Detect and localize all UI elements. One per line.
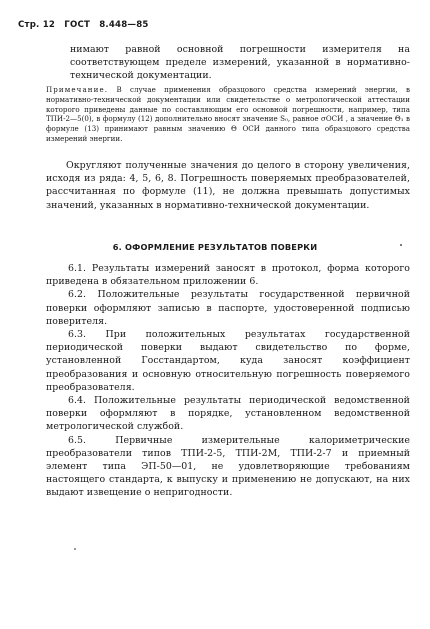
section-item-6-4: 6.4. Положительные результаты периодической ведомственной поверки оформляют в порядке, установленном ведомственной метрологической службой. bbox=[46, 395, 410, 433]
page-number: Стр. 12 bbox=[18, 20, 56, 30]
standard-label: ГОСТ bbox=[64, 20, 91, 30]
standard-number: 8.448—85 bbox=[99, 20, 149, 30]
rounding-paragraph: Округляют полученные значения до целого в сторону увеличения, исходя из ряда: 4, 5, 6, 8. Погрешность поверяемых преобразователей, рассчитанная по формуле (11), не должна превышать допустимых значений, указанных в нормативно-технической документации. bbox=[46, 160, 410, 211]
note-lead: Примечание. bbox=[46, 85, 109, 94]
section-items bbox=[46, 262, 410, 500]
margin-dot bbox=[74, 548, 76, 550]
note-text: В случае применения образцового средства измерений энергии, в нормативно-технической документации или свидетельстве о метрологической аттестации которого приведены данные по составляющим его основной погрешности, например, типа ТПИ-2—5(0), в формулу (12) дополнительно вносят значение S₀, равное σОСИ , а значение Θ₁ в формуле (13) принимают равным значению Θ ОСИ данного типа образцового средства измерений энергии. bbox=[46, 85, 410, 143]
section-item-6-5: 6.5. Первичные измерительные калориметрические преобразователи типов ТПИ-2-5, ТПИ-2М, ТПИ-2-7 и приемный элемент типа ЭП-50—01, не удовлетворяющие требованиям настоящего стандарта, к выпуску и применению не допускают, на них выдают извещение о непригодности. bbox=[46, 434, 410, 499]
section-item-6-1: 6.1. Результаты измерений заносят в протокол, форма которого приведена в обязательном приложении 6. bbox=[46, 263, 410, 288]
margin-mark bbox=[400, 244, 402, 246]
continuation-paragraph: нимают равной основной погрешности измерителя на соответствующем пределе измерений, указанной в нормативно-технической документации. bbox=[70, 44, 410, 82]
section-item-6-3: 6.3. При положительных результатах государственной периодической поверки выдают свидетельство по форме, установленной Госстандартом, куда заносят коэффициент преобразования и основную относительную погрешность поверяемого преобразователя. bbox=[46, 329, 410, 393]
note-paragraph bbox=[46, 85, 410, 144]
section-item-6-2: 6.2. Положительные результаты государственной первичной поверки оформляют записью в паспорте, удостоверенной подписью поверителя. bbox=[46, 289, 410, 327]
page-header bbox=[18, 20, 149, 30]
section-title: 6. ОФОРМЛЕНИЕ РЕЗУЛЬТАТОВ ПОВЕРКИ bbox=[112, 242, 318, 252]
